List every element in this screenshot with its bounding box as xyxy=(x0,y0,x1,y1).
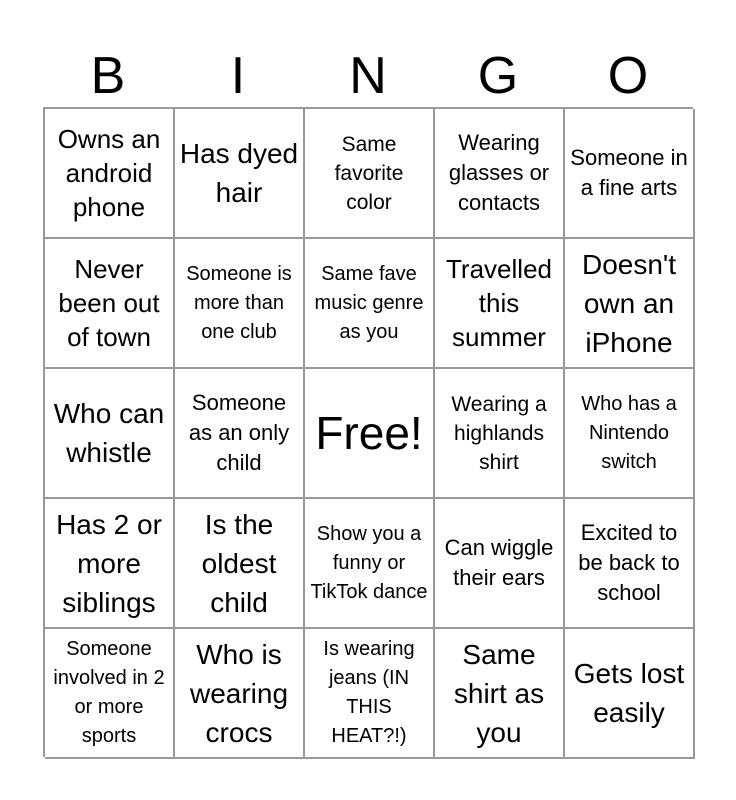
bingo-cell-r1-c2[interactable] xyxy=(175,109,305,239)
cell-text: Someone in a fine arts xyxy=(570,145,688,200)
cell-text: Never been out of town xyxy=(58,254,160,352)
bingo-cell-r1-c5[interactable] xyxy=(565,109,695,239)
cell-text: Same fave music genre as you xyxy=(314,262,424,343)
cell-text: Owns an android phone xyxy=(57,124,161,222)
cell-text: Who is wearing crocs xyxy=(189,638,289,748)
bingo-cell-r2-c5[interactable] xyxy=(565,239,695,369)
bingo-cell-r5-c5[interactable] xyxy=(565,629,695,759)
cell-text: Is wearing jeans (IN THIS HEAT?!) xyxy=(323,638,415,747)
bingo-cell-r2-c4[interactable] xyxy=(435,239,565,369)
bingo-cell-r3-c2[interactable] xyxy=(175,369,305,499)
bingo-cell-r4-c3[interactable] xyxy=(305,499,435,629)
cell-text: Is the oldest child xyxy=(201,508,277,618)
bingo-header xyxy=(43,46,693,106)
free-space-label: Free! xyxy=(315,407,423,459)
bingo-cell-r5-c4[interactable] xyxy=(435,629,565,759)
cell-text: Someone is more than one club xyxy=(186,262,292,343)
cell-text: Wearing a highlands shirt xyxy=(451,392,547,474)
bingo-cell-r3-c1[interactable] xyxy=(45,369,175,499)
bingo-cell-r1-c1[interactable] xyxy=(45,109,175,239)
bingo-cell-r4-c4[interactable] xyxy=(435,499,565,629)
bingo-cell-r5-c1[interactable] xyxy=(45,629,175,759)
cell-text: Who can whistle xyxy=(53,398,165,468)
header-letter-i: I xyxy=(230,47,246,105)
header-letter-b: B xyxy=(90,47,126,105)
cell-text: Has dyed hair xyxy=(179,138,299,208)
header-letter-o: O xyxy=(607,47,649,105)
cell-text: Who has a Nintendo switch xyxy=(581,392,677,473)
cell-text: Same favorite color xyxy=(334,132,404,214)
cell-text: Can wiggle their ears xyxy=(444,535,554,590)
cell-text: Someone as an only child xyxy=(188,390,290,475)
bingo-cell-r4-c1[interactable] xyxy=(45,499,175,629)
cell-text: Has 2 or more siblings xyxy=(56,508,162,618)
bingo-cell-r4-c5[interactable] xyxy=(565,499,695,629)
cell-text: Gets lost easily xyxy=(573,658,685,728)
cell-text: Excited to be back to school xyxy=(578,520,680,605)
bingo-cell-r2-c2[interactable] xyxy=(175,239,305,369)
header-letter-n: N xyxy=(349,47,387,105)
cell-text: Wearing glasses or contacts xyxy=(448,130,550,215)
cell-text: Doesn't own an iPhone xyxy=(581,248,677,358)
bingo-cell-free[interactable] xyxy=(305,369,435,499)
bingo-cell-r1-c4[interactable] xyxy=(435,109,565,239)
bingo-cell-r2-c3[interactable] xyxy=(305,239,435,369)
cell-text: Travelled this summer xyxy=(446,254,552,352)
bingo-cell-r1-c3[interactable] xyxy=(305,109,435,239)
cell-text: Show you a funny or TikTok dance xyxy=(310,522,428,603)
header-letter-g: G xyxy=(477,47,519,105)
bingo-cell-r3-c5[interactable] xyxy=(565,369,695,499)
cell-text: Same shirt as you xyxy=(453,638,545,748)
cell-text: Someone involved in 2 or more sports xyxy=(53,638,165,747)
bingo-card-grid xyxy=(43,107,693,757)
bingo-cell-r5-c3[interactable] xyxy=(305,629,435,759)
bingo-cell-r2-c1[interactable] xyxy=(45,239,175,369)
bingo-cell-r3-c4[interactable] xyxy=(435,369,565,499)
bingo-cell-r5-c2[interactable] xyxy=(175,629,305,759)
bingo-cell-r4-c2[interactable] xyxy=(175,499,305,629)
